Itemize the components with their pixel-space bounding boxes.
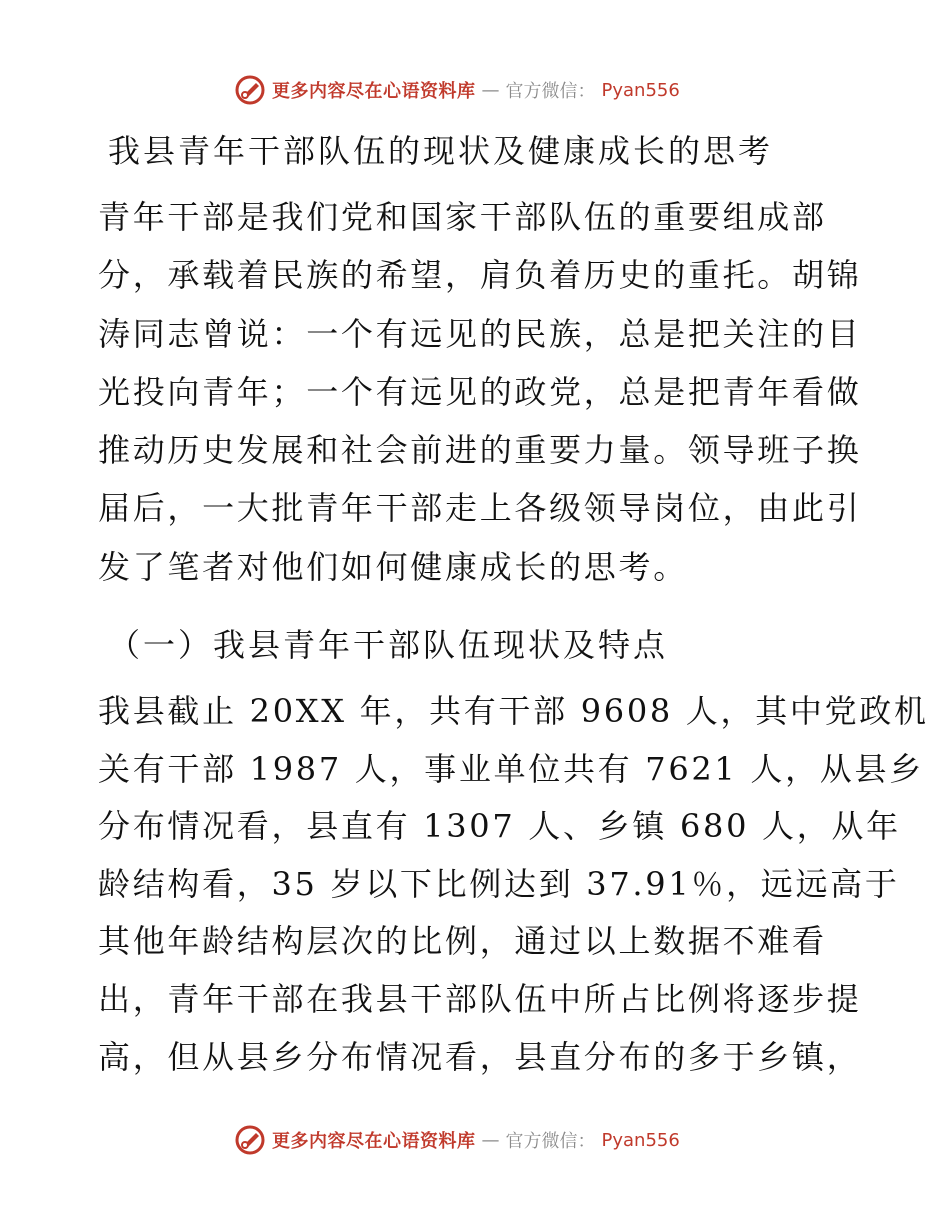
paragraph-line: 出，青年干部在我县干部队伍中所占比例将逐步提 xyxy=(98,979,862,1018)
watermark-dash: — xyxy=(481,1129,500,1151)
footer-watermark xyxy=(234,1122,680,1158)
paragraph-line: 涛同志曾说：一个有远见的民族，总是把关注的目 xyxy=(98,314,862,353)
paragraph-line: 光投向青年；一个有远见的政党，总是把青年看做 xyxy=(98,372,862,411)
paragraph-line: 分布情况看，县直有 1307 人、乡镇 680 人，从年 xyxy=(98,807,901,846)
paragraph-line: 青年干部是我们党和国家干部队伍的重要组成部 xyxy=(98,198,827,236)
paragraph-line: 龄结构看，35 岁以下比例达到 37.91％，远远高于 xyxy=(98,864,900,903)
header-watermark xyxy=(234,72,680,108)
paragraph-intro xyxy=(98,188,862,596)
paragraph-line: 分，承载着民族的希望，肩负着历史的重托。胡锦 xyxy=(98,256,862,295)
paragraph-line: 其他年龄结构层次的比例，通过以上数据不难看 xyxy=(98,922,827,961)
brand-logo-icon xyxy=(234,1124,266,1156)
watermark-main-text: 更多内容尽在心语资料库 xyxy=(272,1131,476,1152)
paragraph-line: 关有干部 1987 人，事业单位共有 7621 人，从县乡 xyxy=(98,749,924,788)
section-heading: （一）我县青年干部队伍现状及特点 xyxy=(108,626,669,664)
page-title: 我县青年干部队伍的现状及健康成长的思考 xyxy=(108,132,774,170)
paragraph-line: 届后，一大批青年干部走上各级领导岗位，由此引 xyxy=(98,489,862,528)
paragraph-line: 我县截止 20XX 年，共有干部 9608 人，其中党政机 xyxy=(98,692,929,730)
watermark-account: Pyan556 xyxy=(601,79,680,101)
watermark-dash: — xyxy=(481,79,500,101)
brand-logo-icon xyxy=(234,74,266,106)
watermark-main-text: 更多内容尽在心语资料库 xyxy=(272,81,476,102)
paragraph-line: 推动历史发展和社会前进的重要力量。领导班子换 xyxy=(98,431,862,470)
watermark-side-text: 官方微信： xyxy=(505,1131,596,1152)
paragraph-line: 高，但从县乡分布情况看，县直分布的多于乡镇， xyxy=(98,1037,862,1076)
paragraph-status xyxy=(98,683,929,1086)
watermark-side-text: 官方微信： xyxy=(505,81,596,102)
watermark-account: Pyan556 xyxy=(601,1129,680,1151)
paragraph-line: 发了笔者对他们如何健康成长的思考。 xyxy=(98,547,688,586)
